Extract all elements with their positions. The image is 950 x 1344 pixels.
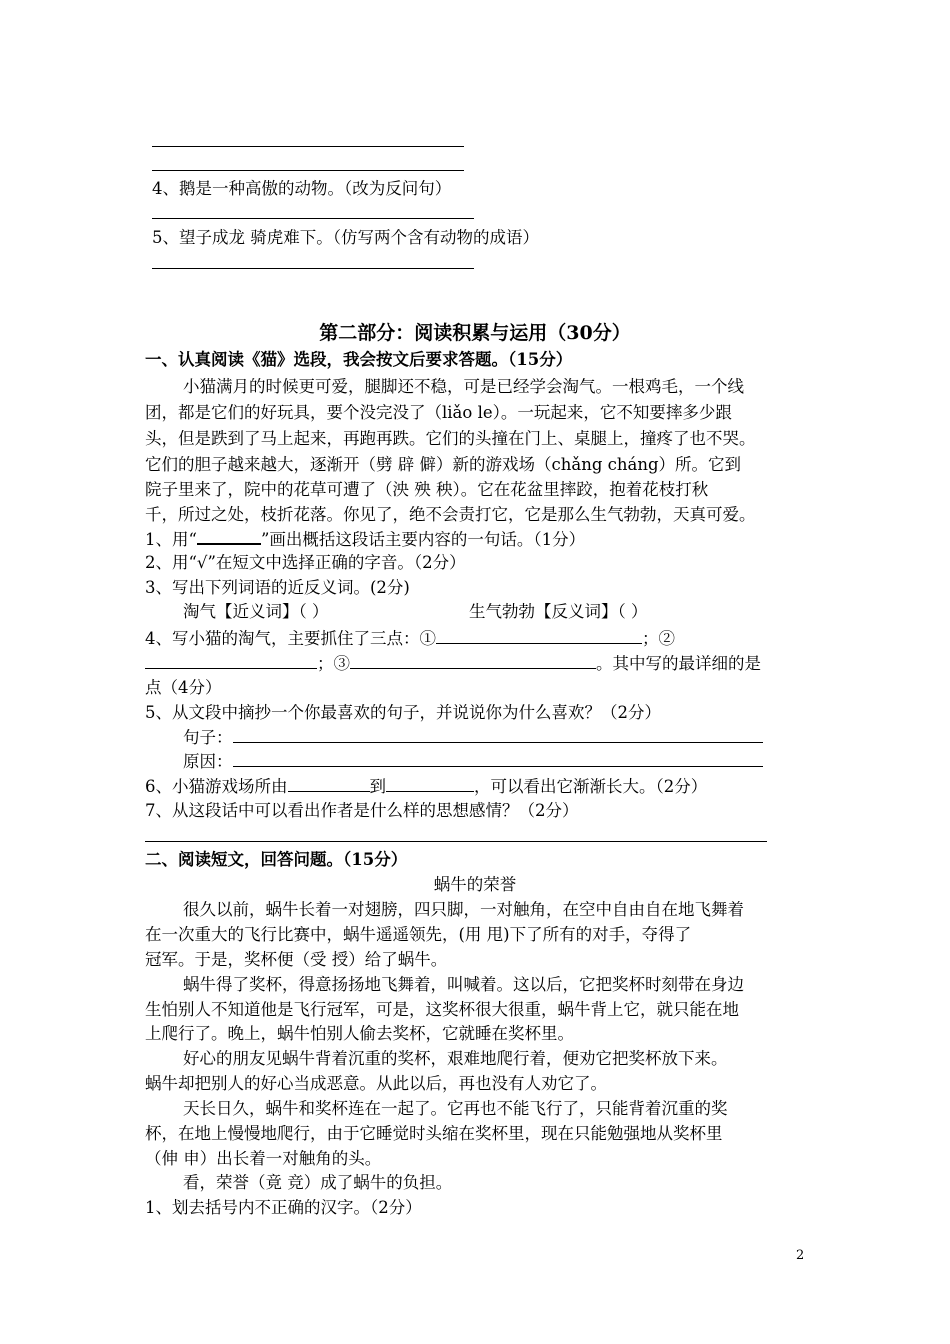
section-2-heading: 二、阅读短文，回答问题。（15分） <box>145 850 408 869</box>
question-3-antonym: 生气勃勃【反义词】（ ） <box>469 602 648 621</box>
answer-line <box>152 218 474 219</box>
story-line: 蜗牛得了奖杯，得意扬扬地飞舞着，叫喊着。这以后，它把奖杯时刻带在身边 <box>183 975 744 994</box>
question-4-mid2: ；③ <box>317 654 350 673</box>
story-line: 冠军。于是，奖杯便（受 授）给了蜗牛。 <box>145 950 448 969</box>
question-6-mid: 到 <box>369 777 386 796</box>
passage-line: 它们的胆子越来越大，逐渐开（劈 辟 僻）新的游戏场（chǎng cháng）所。它到 <box>145 455 742 474</box>
question-4-cont <box>145 650 761 676</box>
question-1-prefix: 1、用“ <box>145 530 197 549</box>
reason-label: 原因： <box>183 752 233 771</box>
section-1-heading: 一、认真阅读《猫》选段，我会按文后要求答题。（15分） <box>145 350 573 369</box>
question-3-synonym: 淘气【近义词】（ ） <box>183 602 329 621</box>
page-number: 2 <box>796 1248 805 1263</box>
question-4 <box>145 625 675 651</box>
answer-blank[interactable] <box>350 650 596 669</box>
answer-line <box>152 146 464 147</box>
passage-line: 团，都是它们的好玩具，要个没完没了（liǎo le）。一玩起来，它不知要摔多少跟 <box>145 403 732 422</box>
passage-line: 院子里来了，院中的花草可遭了（泱 殃 秧）。它在花盆里摔跤，抱着花枝打秋 <box>145 480 709 499</box>
question-1-suffix: ”画出概括这段话主要内容的一句话。（1分） <box>260 530 586 549</box>
story-line: 很久以前，蜗牛长着一对翅膀，四只脚，一对触角，在空中自由自在地飞舞着 <box>183 900 744 919</box>
question-6-prefix: 6、小猫游戏场所由 <box>145 777 288 796</box>
story-line: 蜗牛却把别人的好心当成恶意。从此以后，再也没有人劝它了。 <box>145 1074 607 1093</box>
answer-line <box>152 268 474 269</box>
question-1 <box>145 525 585 552</box>
answer-blank[interactable] <box>386 773 474 792</box>
story-line: 好心的朋友见蜗牛背着沉重的奖杯，艰难地爬行着，便劝它把奖杯放下来。 <box>183 1049 728 1068</box>
answer-line <box>152 170 464 171</box>
question-4-text: 4、鹅是一种高傲的动物。（改为反问句） <box>152 179 452 198</box>
question-4-end: 。其中写的最详细的是 <box>596 654 761 673</box>
story-line: 生怕别人不知道他是飞行冠军，可是，这奖杯很大很重，蜗牛背上它，就只能在地 <box>145 1000 739 1019</box>
answer-blank[interactable] <box>288 773 370 792</box>
question-7: 7、从这段话中可以看出作者是什么样的思想感情？（2分） <box>145 801 579 820</box>
question-5-sentence <box>183 724 763 750</box>
answer-blank[interactable] <box>233 748 763 767</box>
answer-blank[interactable] <box>145 650 317 669</box>
question-2: 2、用“√”在短文中选择正确的字音。（2分） <box>145 553 466 572</box>
story-line: 天长日久，蜗牛和奖杯连在一起了。它再也不能飞行了，只能背着沉重的奖 <box>183 1099 728 1118</box>
story-line: 上爬行了。晚上，蜗牛怕别人偷去奖杯，它就睡在奖杯里。 <box>145 1024 574 1043</box>
question-6 <box>145 773 707 799</box>
sentence-label: 句子： <box>183 728 233 747</box>
story-line: 看，荣誉（竟 竞）成了蜗牛的负担。 <box>183 1173 453 1192</box>
passage-line: 头，但是跌到了马上起来，再跑再跌。它们的头撞在门上、桌腿上，撞疼了也不哭。 <box>145 429 756 448</box>
question-5-text: 5、望子成龙 骑虎难下。（仿写两个含有动物的成语） <box>152 228 539 247</box>
question-5: 5、从文段中摘抄一个你最喜欢的句子，并说说你为什么喜欢？（2分） <box>145 703 661 722</box>
story-line: （伸 申）出长着一对触角的头。 <box>145 1149 382 1168</box>
question-4-prefix: 4、写小猫的淘气，主要抓住了三点：① <box>145 629 436 648</box>
question-6-suffix: ，可以看出它渐渐长大。（2分） <box>474 777 708 796</box>
section-2-question-1: 1、划去括号内不正确的汉字。（2分） <box>145 1198 422 1217</box>
story-line: 在一次重大的飞行比赛中，蜗牛遥遥领先，(用 甩)下了所有的对手，夺得了 <box>145 925 692 944</box>
answer-blank[interactable] <box>233 724 763 743</box>
answer-line <box>145 841 767 842</box>
question-4-tail: 点（4分） <box>145 678 222 697</box>
question-5-reason <box>183 748 763 774</box>
answer-blank[interactable] <box>436 625 642 644</box>
part-title: 第二部分：阅读积累与运用（30分） <box>319 322 631 344</box>
story-title: 蜗牛的荣誉 <box>433 875 517 894</box>
story-line: 杯，在地上慢慢地爬行，由于它睡觉时头缩在奖杯里，现在只能勉强地从奖杯里 <box>145 1124 723 1143</box>
question-3: 3、写出下列词语的近反义词。(2分) <box>145 578 410 597</box>
passage-line: 千，所过之处，枝折花落。你见了，绝不会责打它，它是那么生气勃勃，天真可爱。 <box>145 505 756 524</box>
underline-sample <box>197 525 261 545</box>
passage-line: 小猫满月的时候更可爱，腿脚还不稳，可是已经学会淘气。一根鸡毛，一个线 <box>183 377 744 396</box>
question-4-mid: ；② <box>642 629 675 648</box>
